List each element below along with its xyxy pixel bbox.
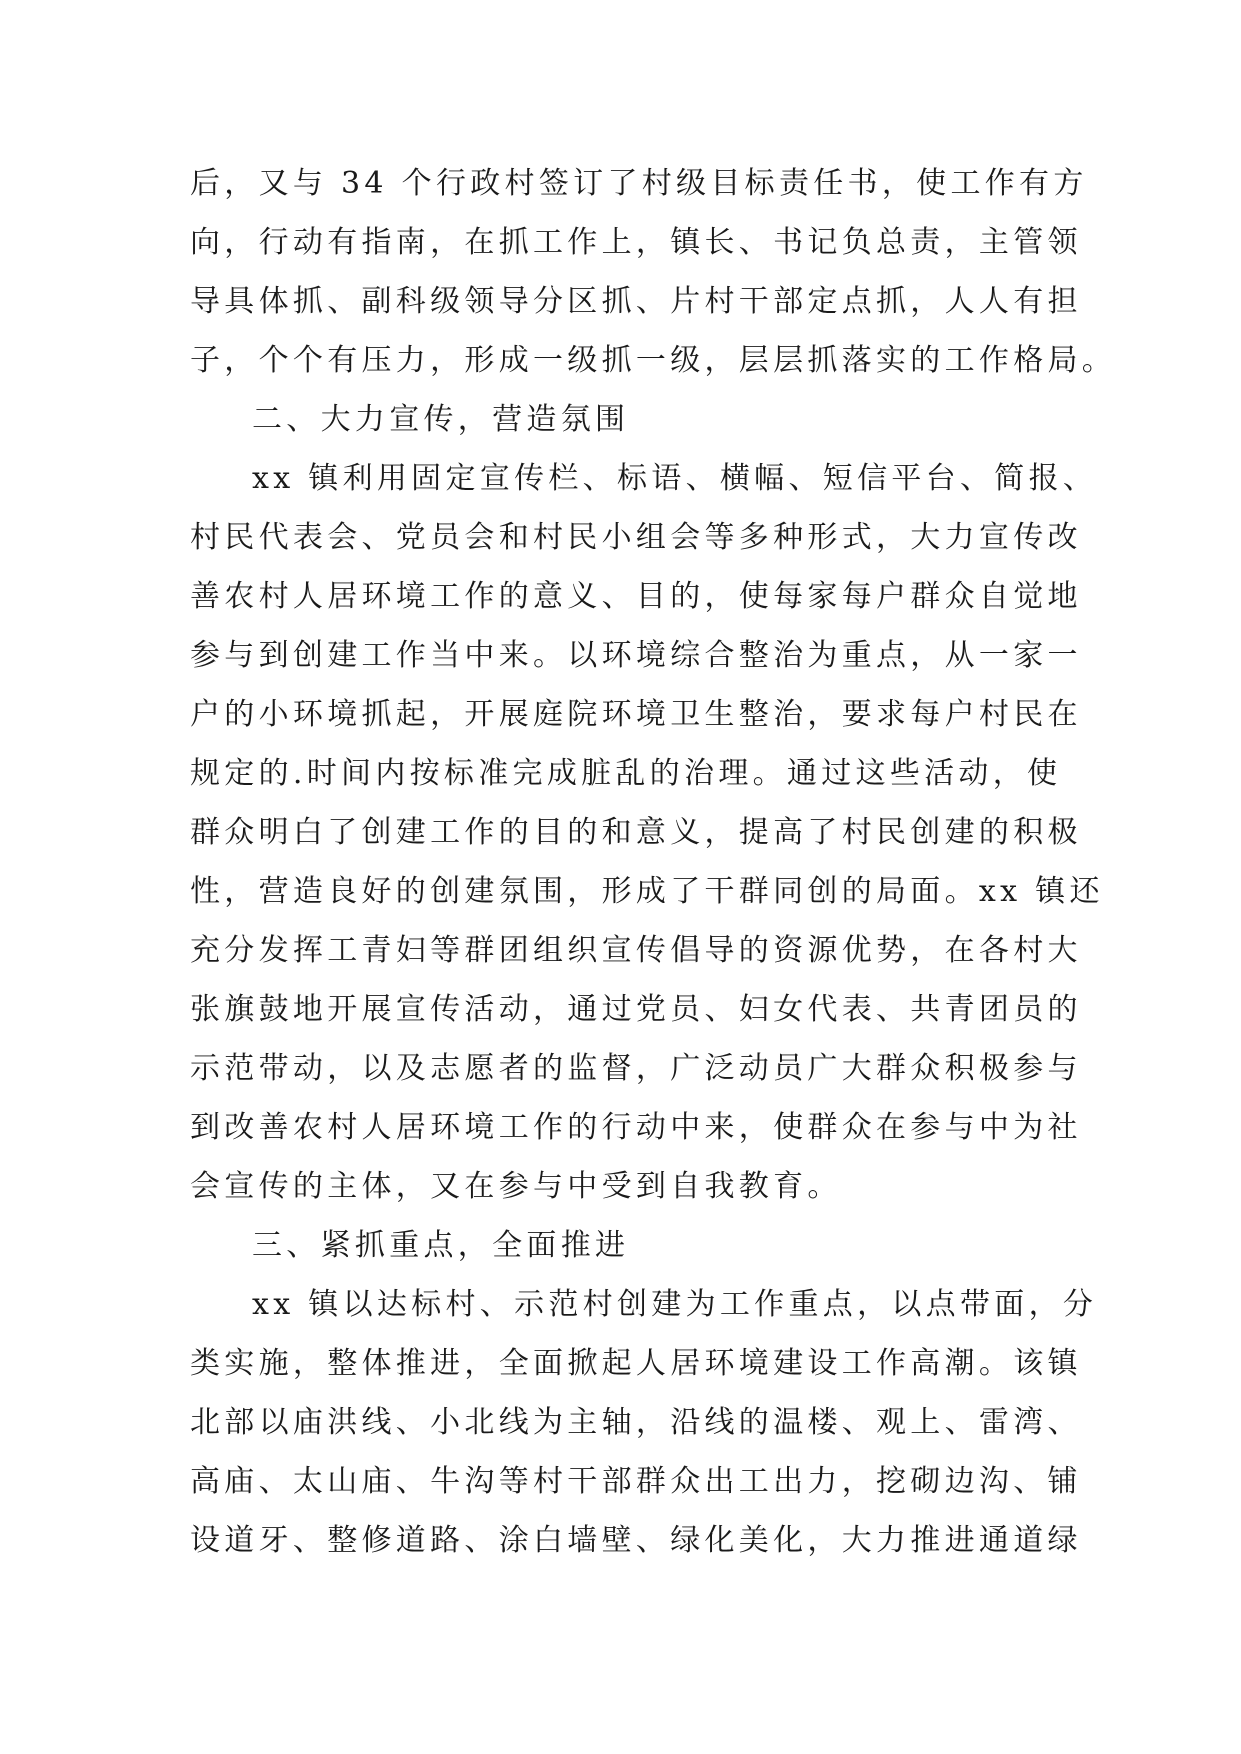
text-line: xx 镇利用固定宣传栏、标语、横幅、短信平台、简报、 bbox=[252, 461, 1098, 496]
text-line: 群众明白了创建工作的目的和意义，提高了村民创建的积极 bbox=[190, 815, 1082, 850]
text-line: 高庙、太山庙、牛沟等村干部群众出工出力，挖砌边沟、铺 bbox=[190, 1464, 1082, 1499]
text-line: xx 镇以达标村、示范村创建为工作重点，以点带面，分 bbox=[252, 1287, 1098, 1322]
text-line: 村民代表会、党员会和村民小组会等多种形式，大力宣传改 bbox=[190, 520, 1082, 555]
text-line: 到改善农村人居环境工作的行动中来，使群众在参与中为社 bbox=[190, 1110, 1082, 1145]
text-line: 善农村人居环境工作的意义、目的，使每家每户群众自觉地 bbox=[190, 579, 1082, 614]
text-line: 类实施，整体推进，全面掀起人居环境建设工作高潮。该镇 bbox=[190, 1346, 1082, 1381]
text-line: 北部以庙洪线、小北线为主轴，沿线的温楼、观上、雷湾、 bbox=[190, 1405, 1082, 1440]
text-line: 后，又与 34 个行政村签订了村级目标责任书，使工作有方 bbox=[190, 166, 1088, 201]
text-line: 向，行动有指南，在抓工作上，镇长、书记负总责，主管领 bbox=[190, 225, 1082, 260]
text-line: 性，营造良好的创建氛围，形成了干群同创的局面。xx 镇还 bbox=[190, 874, 1104, 909]
text-line: 设道牙、整修道路、涂白墙壁、绿化美化，大力推进通道绿 bbox=[190, 1523, 1082, 1558]
text-line: 导具体抓、副科级领导分区抓、片村干部定点抓，人人有担 bbox=[190, 284, 1082, 319]
text-line: 充分发挥工青妇等群团组织宣传倡导的资源优势，在各村大 bbox=[190, 933, 1082, 968]
text-line: 规定的.时间内按标准完成脏乱的治理。通过这些活动，使 bbox=[190, 756, 1062, 791]
text-line: 示范带动，以及志愿者的监督，广泛动员广大群众积极参与 bbox=[190, 1051, 1082, 1086]
text-line: 子，个个有压力，形成一级抓一级，层层抓落实的工作格局。 bbox=[190, 343, 1117, 378]
text-line: 户的小环境抓起，开展庭院环境卫生整治，要求每户村民在 bbox=[190, 697, 1082, 732]
text-line: 张旗鼓地开展宣传活动，通过党员、妇女代表、共青团员的 bbox=[190, 992, 1082, 1027]
text-line: 参与到创建工作当中来。以环境综合整治为重点，从一家一 bbox=[190, 638, 1082, 673]
document-body bbox=[190, 154, 1117, 1570]
section-heading: 三、紧抓重点，全面推进 bbox=[252, 1228, 630, 1263]
section-heading: 二、大力宣传，营造氛围 bbox=[252, 402, 630, 437]
text-line: 会宣传的主体，又在参与中受到自我教育。 bbox=[190, 1169, 842, 1204]
